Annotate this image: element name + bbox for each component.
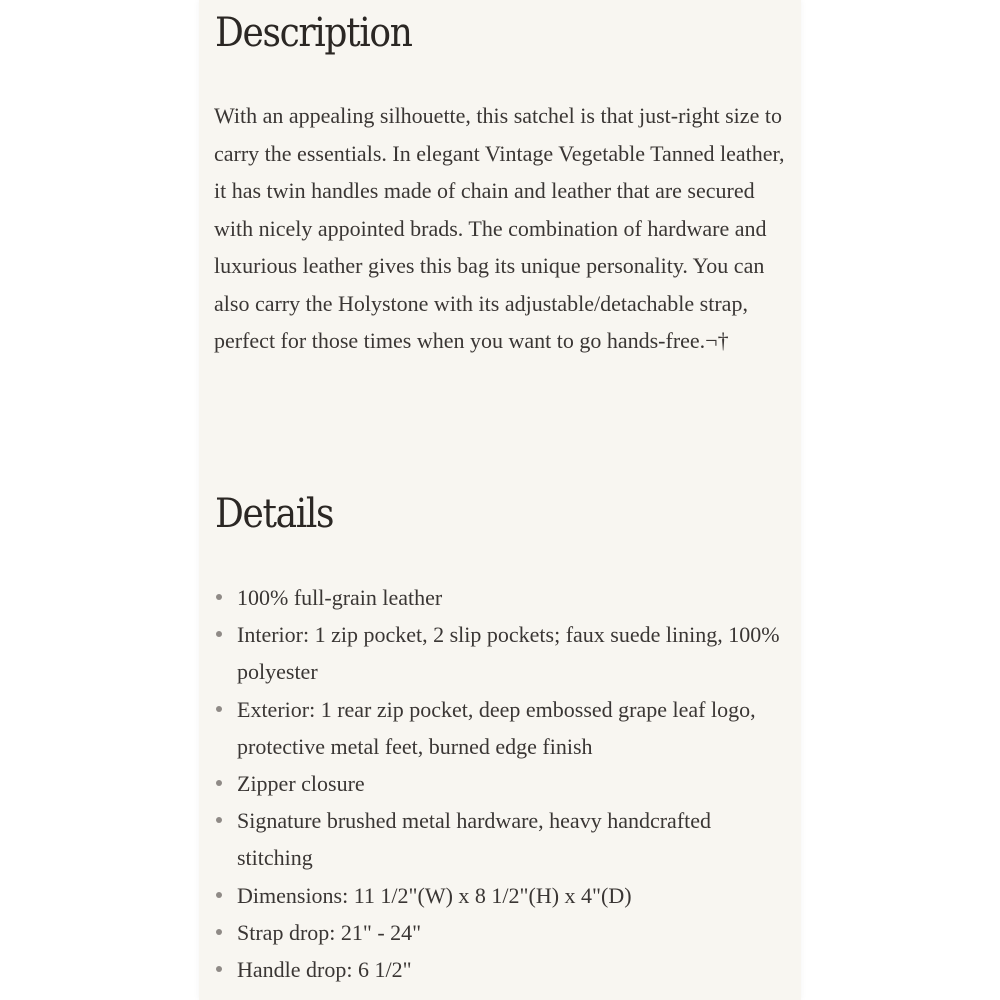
details-item: [214, 691, 789, 765]
details-item-text: Zipper closure: [237, 771, 365, 797]
bullet-icon: [216, 631, 222, 637]
details-item: [214, 579, 789, 616]
details-item-text: Strap drop: 21" - 24": [237, 919, 422, 945]
details-item: [214, 765, 789, 802]
details-item-text: Dimensions: 11 1/2"(W) x 8 1/2"(H) x 4"(D): [237, 882, 632, 908]
details-item: [214, 616, 789, 690]
bullet-icon: [216, 892, 222, 898]
details-item-text: Exterior: 1 rear zip pocket, deep embossed grape leaf logo, protective metal feet, burned edge finish: [237, 696, 756, 759]
bullet-icon: [216, 929, 222, 935]
details-item-text: 100% full-grain leather: [237, 585, 443, 610]
bullet-icon: [216, 594, 222, 600]
details-item: [214, 914, 789, 951]
details-heading: Details: [215, 491, 334, 537]
details-item: [214, 877, 789, 914]
bullet-icon: [216, 966, 222, 972]
details-item: [214, 951, 789, 988]
details-item-text: Interior: 1 zip pocket, 2 slip pockets; faux suede lining, 100% polyester: [237, 622, 780, 685]
description-body: With an appealing silhouette, this satchel is that just-right size to carry the essentials. In elegant Vintage Vegetable Tanned leather, it has twin handles made of chain and leather that are secured with nicely appointed brads. The combination of hardware and luxurious leather gives this bag its unique personality. You can also carry the Holystone with its adjustable/detachable strap, perfect for those times when you want to go hands-free.¬†: [214, 103, 785, 353]
details-item: [214, 802, 789, 876]
bullet-icon: [216, 706, 222, 712]
bullet-icon: [216, 780, 222, 786]
details-item-text: Handle drop: 6 1/2": [237, 957, 412, 983]
bullet-icon: [216, 817, 222, 823]
description-heading: Description: [215, 10, 412, 56]
details-list: [214, 579, 789, 988]
details-item-text: Signature brushed metal hardware, heavy handcrafted stitching: [237, 808, 712, 871]
